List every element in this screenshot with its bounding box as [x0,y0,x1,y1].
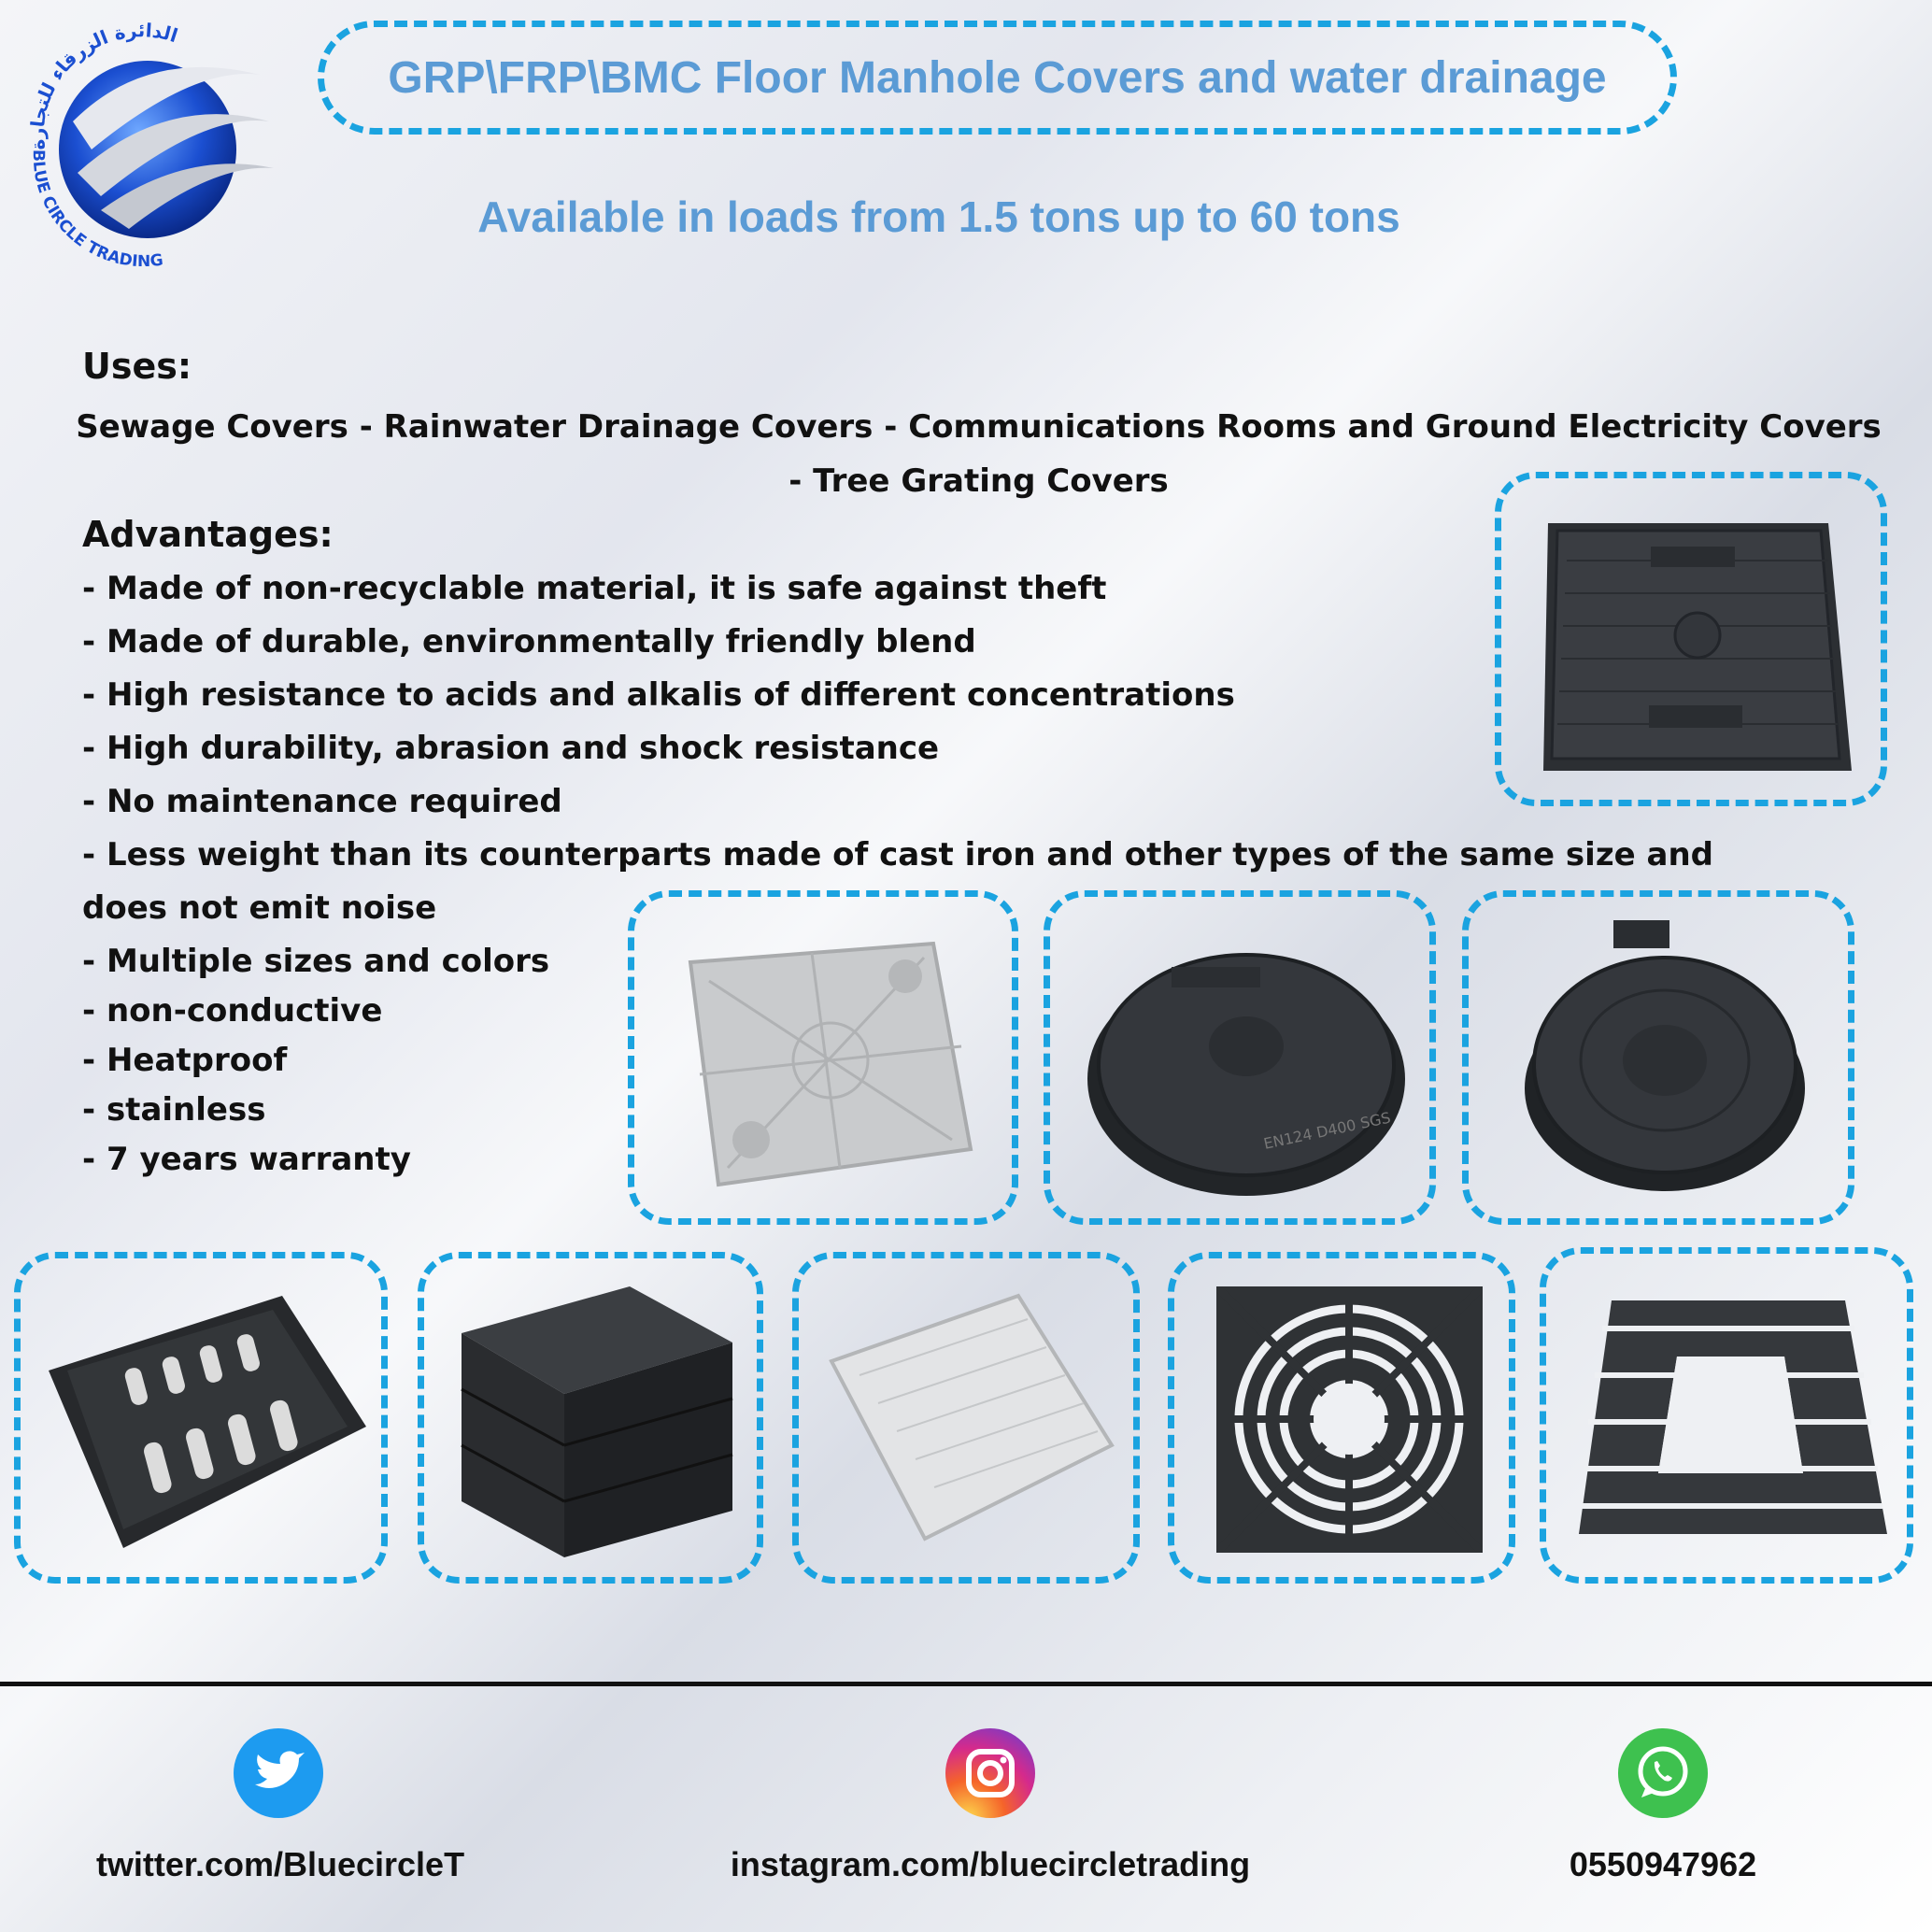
advantage-item: - Multiple sizes and colors [82,943,550,980]
square-tree-grating-image [1574,1291,1892,1543]
twitter-link[interactable]: twitter.com/BluecircleT [95,1845,465,1883]
logo-english-text: BLUE CIRCLE TRADING [28,149,164,266]
product-frame [14,1252,388,1584]
square-manhole-cover-image [1529,504,1866,785]
whatsapp-phone[interactable]: 0550947962 [1569,1845,1757,1883]
advantage-item: - Made of non-recyclable material, it is safe against theft [82,570,1107,607]
modular-chamber-box-image [443,1277,751,1567]
round-manhole-cover-image [1078,916,1414,1215]
product-frame [1044,890,1436,1225]
advantages-heading: Advantages: [82,514,334,555]
advantage-item: - 7 years warranty [82,1141,411,1178]
whatsapp-icon[interactable] [1616,1726,1710,1820]
advantage-item: does not emit noise [82,889,437,927]
uses-heading: Uses: [82,346,192,387]
advantage-item: - No maintenance required [82,783,562,820]
product-frame [418,1252,763,1584]
white-square-cover-image [822,1286,1121,1557]
footer-divider [0,1682,1932,1686]
title-frame [318,21,1677,135]
advantage-item: - Less weight than its counterparts made of cast iron and other types of the same size and [82,836,1713,874]
page-subtitle: Available in loads from 1.5 tons up to 60 tons [477,192,1400,241]
page-title: GRP\FRP\BMC Floor Manhole Covers and water drainage [388,52,1607,103]
advantage-item: - Made of durable, environmentally friendly blend [82,623,976,661]
uses-text: Sewage Covers - Rainwater Drainage Covers - Communications Rooms and Ground Electricity Covers - Tree Grating Covers [76,408,1882,500]
cover-marking-text: EN124 D400 SGS [1261,1108,1393,1153]
advantage-item: - High durability, abrasion and shock resistance [82,730,940,767]
instagram-icon[interactable] [944,1726,1037,1820]
twitter-icon[interactable] [232,1726,325,1820]
slotted-drain-cover-image [39,1286,376,1557]
hinged-round-cover-image [1515,916,1814,1215]
product-frame [1540,1247,1913,1584]
advantage-item: - Heatproof [82,1042,288,1079]
instagram-link[interactable]: instagram.com/bluecircletrading [730,1845,1251,1883]
grey-square-cover-image [672,934,989,1196]
advantage-item: - stainless [82,1091,266,1129]
round-tree-grating-image [1216,1286,1483,1553]
advantage-item: - non-conductive [82,992,383,1030]
logo-arabic-text: الدائرة الزرقاء للتجارة [25,19,181,151]
advantage-item: - High resistance to acids and alkalis of different concentrations [82,676,1235,714]
product-frame [1495,472,1887,806]
product-frame [792,1252,1140,1584]
product-frame [1462,890,1854,1225]
product-frame [628,890,1018,1225]
product-frame [1168,1252,1515,1584]
